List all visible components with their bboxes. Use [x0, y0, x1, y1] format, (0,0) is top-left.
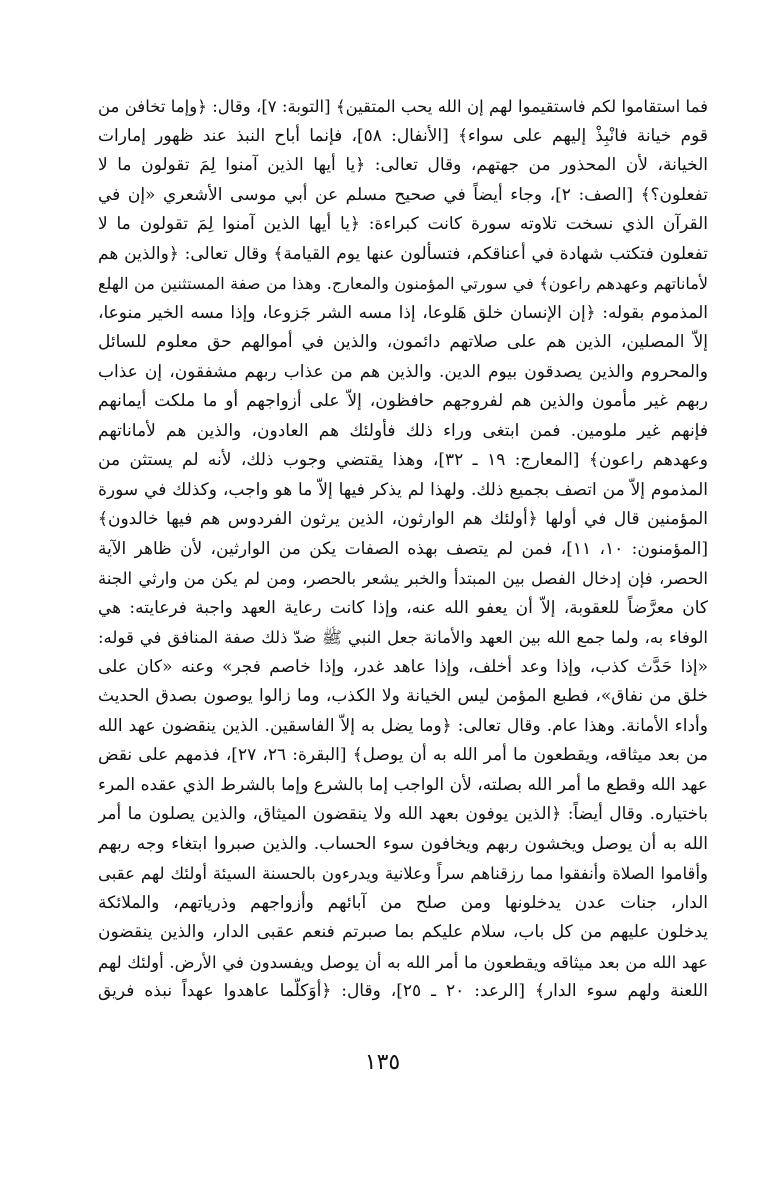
- text-line: المذموم إلاّ من اتصف بجميع ذلك. ولهذا لم يذكر فيها إلاّ ما هو واجب، وكذلك في سورة: [98, 479, 708, 500]
- text-line: والمحروم والذين يصدقون بيوم الدين. والذين هم من عذاب ربهم مشفقون، إن عذاب: [98, 361, 708, 382]
- text-line: تفعلون فتكتب شهادة في أعناقكم، فتسألون عنها يوم القيامة﴾ وقال تعالى: ﴿والذين هم: [98, 243, 708, 264]
- text-line: باختياره. وقال أيضاً: ﴿الذين يوفون بعهد الله ولا ينقضون الميثاق، والذين يصلون ما أمر: [98, 804, 708, 824]
- text-line: عهد الله وقطع ما أمر الله بصلته، لأن الواجب إما بالشرع وإما بالشرط الذي عقده المرء: [98, 774, 708, 795]
- text-line: كان معرَّضاً للعقوبة، إلاّ أن يعفو الله عنه، وإذا كانت رعاية العهد واجبة فرعايته: هي: [98, 597, 708, 618]
- text-line: وعهدهم راعون﴾ [المعارج: ١٩ ـ ٣٢]، وهذا يقتضي وجوب ذلك، لأنه لم يستثن من: [98, 450, 708, 470]
- text-line: فما استقاموا لكم فاستقيموا لهم إن الله يحب المتقين﴾ [التوبة: ٧]، وقال: ﴿وإما تخافن من: [98, 97, 708, 116]
- text-line: ربهم غير مأمون والذين هم لفروجهم حافظون، إلاّ على أزواجهم أو ما ملكت أيمانهم: [98, 391, 708, 411]
- body-text: [98, 92, 708, 1007]
- text-line: وأقاموا الصلاة وأنفقوا مما رزقناهم سراً وعلانية ويدرءون بالحسنة السيئة أولئك لهم عقبى: [98, 864, 708, 883]
- text-line: المذموم بقوله: ﴿إن الإنسان خلق هَلوعا، إذا مسه الشر جَزوعا، وإذا مسه الخير منوعا،: [98, 302, 708, 323]
- text-line: الوفاء به، ولما جمع الله بين العهد والأمانة جعل النبي ﷺ ضدّ ذلك صفة المنافق في قوله:: [98, 628, 708, 647]
- text-line: قوم خيانة فانْبِذْ إليهم على سواء﴾ [الأنفال: ٥٨]، فإنما أباح النبذ عند ظهور إمارات: [98, 125, 708, 146]
- text-line: تفعلون؟﴾ [الصف: ٢]، وجاء أيضاً في صحيح مسلم عن أبي موسى الأشعري «إن في: [98, 184, 708, 205]
- text-line: الله به أن يوصل ويخشون ربهم ويخافون سوء الحساب. والذين صبروا ابتغاء وجه ربهم: [98, 833, 708, 854]
- text-line: عهد الله من بعد ميثاقه ويقطعون ما أمر الله به أن يوصل ويفسدون في الأرض. أولئك لهم: [98, 952, 708, 972]
- text-line: المؤمنين قال في أولها ﴿أولئك هم الوارثون، الذين يرثون الفردوس هم فيها خالدون﴾: [98, 509, 708, 529]
- text-line: القرآن الذي نسخت تلاوته سورة كانت كبراءة: ﴿يا أيها الذين آمنوا لِمَ تقولون ما لا: [98, 214, 708, 234]
- text-line: «إذا حَدَّث كذب، وإذا وعد أخلف، وإذا عاهد غدر، وإذا خاصم فجر» وعنه «كان على: [98, 656, 708, 677]
- text-line: الخيانة، لأن المحذور من جهتهم، وقال تعالى: ﴿يا أيها الذين آمنوا لِمَ تقولون ما لا: [98, 155, 708, 175]
- text-line: وأداء الأمانة. وهذا عام. وقال تعالى: ﴿وما يضل به إلاّ الفاسقين. الذين ينقضون عهد الله: [98, 715, 708, 736]
- text-line: اللعنة ولهم سوء الدار﴾ [الرعد: ٢٠ ـ ٢٥]، وقال: ﴿أوَكلّما عاهدوا عهداً نبذه فريق: [98, 981, 708, 1001]
- text-line: لأماناتهم وعهدهم راعون﴾ في سورتي المؤمنون والمعارج. وهذا من صفة المستثنين من الهلع: [98, 274, 708, 293]
- text-line: يدخلون عليهم من كل باب، سلام عليكم بما صبرتم فنعم عقبى الدار، والذين ينقضون: [98, 922, 708, 942]
- page-number: ١٣٥: [364, 1050, 401, 1075]
- text-line: فإنهم غير ملومين. فمن ابتغى وراء ذلك فأولئك هم العادون، والذين هم لأماناتهم: [98, 420, 708, 441]
- text-line: الحصر، فإن إدخال الفصل بين المبتدأ والخبر يشعر بالحصر، ومن لم يكن من وارثي الجنة: [98, 569, 708, 588]
- text-line: الدار، جنات عدن يدخلونها ومن صلح من آبائهم وأزواجهم وذرياتهم، والملائكة: [98, 892, 708, 913]
- text-line: إلاّ المصلين، الذين هم على صلاتهم دائمون، والذين في أموالهم حق معلوم للسائل: [98, 332, 708, 352]
- text-line: خلق من نفاق»، فطبع المؤمن ليس الخيانة ولا الكذب، وما زالوا يوصون بصدق الحديث: [98, 686, 708, 706]
- text-line: من بعد ميثاقه، ويقطعون ما أمر الله به أن يوصل﴾ [البقرة: ٢٦، ٢٧]، فذمهم على نقض: [98, 745, 708, 765]
- text-line: [المؤمنون: ١٠، ١١]، فمن لم يتصف بهذه الصفات يكن من الوارثين، لأن ظاهر الآية: [98, 538, 708, 559]
